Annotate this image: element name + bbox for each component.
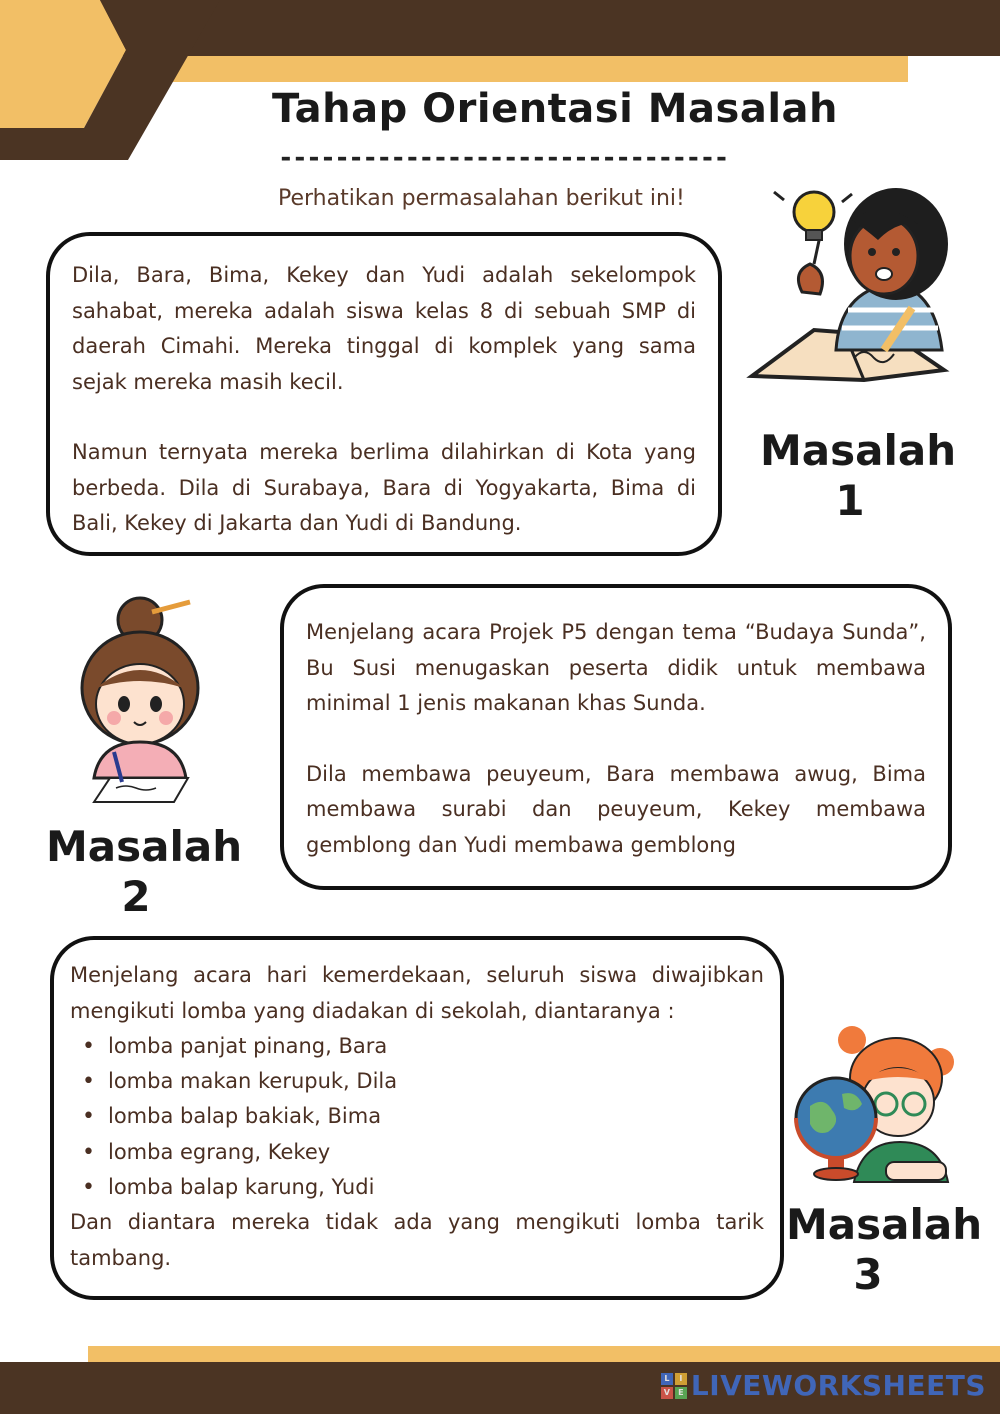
list-item: • lomba panjat pinang, Bara	[108, 1029, 764, 1064]
problem-1-card	[46, 232, 722, 556]
instruction-text: Perhatikan permasalahan berikut ini!	[278, 186, 685, 211]
problem-2-paragraph-2: Dila membawa peuyeum, Bara membawa awug, Bima membawa surabi dan peuyeum, Kekey membawa gemblong dan Yudi membawa gemblong	[306, 761, 926, 857]
problem-2-paragraph-1: Menjelang acara Projek P5 dengan tema “Budaya Sunda”, Bu Susi menugaskan peserta didik untuk membawa minimal 1 jenis makanan khas Sunda.	[306, 620, 926, 715]
list-item: • lomba makan kerupuk, Dila	[108, 1064, 764, 1099]
problem-3-label	[786, 1200, 983, 1300]
problem-1-label	[760, 426, 957, 526]
logo-text: LIVEWORKSHEETS	[690, 1369, 986, 1402]
problem-3-label-number: 3	[853, 1250, 883, 1299]
problem-2-label	[46, 822, 243, 922]
girl-globe-icon	[790, 1022, 964, 1192]
problem-2-label-number: 2	[121, 872, 151, 921]
problem-1-paragraph-2: Namun ternyata mereka berlima dilahirkan di Kota yang berbeda. Dila di Surabaya, Bara di Yogyakarta, Bima di Bali, Kekey di Jakarta dan Yudi di Bandung.	[72, 440, 696, 535]
problem-3-list	[70, 1029, 764, 1205]
liveworksheets-logo	[661, 1369, 986, 1402]
problem-1-paragraph-1: Dila, Bara, Bima, Kekey dan Yudi adalah sekelompok sahabat, mereka adalah siswa kelas 8 di sebuah SMP di daerah Cimahi. Mereka tinggal di komplek yang sama sejak mereka masih kecil.	[72, 263, 696, 394]
problem-3-intro: Menjelang acara hari kemerdekaan, seluruh siswa diwajibkan mengikuti lomba yang diadakan di sekolah, diantaranya :	[70, 963, 764, 1023]
problem-3-label-word: Masalah	[786, 1200, 983, 1249]
problem-2-card	[280, 584, 952, 890]
logo-letter: E	[675, 1387, 687, 1399]
page-title: Tahap Orientasi Masalah	[271, 86, 839, 132]
problem-1-label-word: Masalah	[760, 426, 957, 475]
list-item: • lomba balap karung, Yudi	[108, 1170, 764, 1205]
title-divider: --------------------------------	[278, 143, 728, 173]
girl-lightbulb-icon	[744, 180, 954, 390]
logo-cubes-icon	[661, 1373, 687, 1399]
problem-2-label-word: Masalah	[46, 822, 243, 871]
logo-letter: I	[675, 1373, 687, 1385]
problem-1-label-number: 1	[835, 476, 865, 525]
logo-letter: L	[661, 1373, 673, 1385]
problem-3-outro: Dan diantara mereka tidak ada yang mengikuti lomba tarik tambang.	[70, 1210, 764, 1270]
list-item: • lomba egrang, Kekey	[108, 1135, 764, 1170]
girl-writing-icon	[70, 592, 210, 812]
list-item: • lomba balap bakiak, Bima	[108, 1099, 764, 1134]
logo-letter: V	[661, 1387, 673, 1399]
problem-3-card	[50, 936, 784, 1300]
